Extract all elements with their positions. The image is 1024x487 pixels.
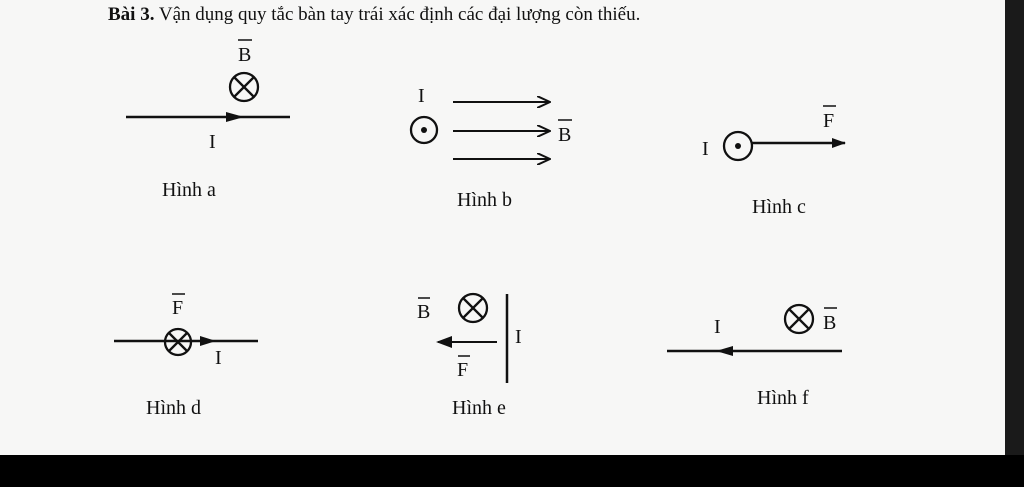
- caption-e: Hình e: [452, 397, 506, 419]
- exercise-instruction: Vận dụng quy tắc bàn tay trái xác định các đại lượng còn thiếu.: [158, 4, 641, 25]
- b-label-a: B: [238, 44, 252, 66]
- current-out-of-page-symbol-c: [724, 132, 752, 160]
- f-label-e: F: [457, 359, 469, 381]
- caption-c: Hình c: [752, 196, 806, 218]
- figure-a: [126, 40, 290, 201]
- figure-f: [667, 305, 842, 409]
- b-label-f: B: [823, 312, 837, 334]
- i-label-c: I: [702, 138, 709, 160]
- caption-a: Hình a: [162, 179, 216, 201]
- f-label-c: F: [823, 110, 835, 132]
- b-label-e: B: [417, 301, 431, 323]
- figure-e: [417, 294, 522, 419]
- i-label-d: I: [215, 347, 222, 369]
- bottom-bar: [0, 455, 1024, 487]
- b-into-page-symbol-f: [785, 305, 813, 333]
- figure-c: [702, 106, 845, 218]
- i-label-a: I: [209, 131, 216, 153]
- f-label-d: F: [172, 297, 184, 319]
- exercise-number: Bài 3.: [108, 4, 155, 25]
- current-out-of-page-symbol-b: [411, 117, 437, 143]
- figure-b: [411, 85, 572, 211]
- i-label-b: I: [418, 85, 425, 107]
- figure-d: [114, 294, 258, 419]
- caption-b: Hình b: [457, 189, 512, 211]
- right-edge: [1005, 0, 1024, 455]
- b-label-b: B: [558, 124, 572, 146]
- i-label-e: I: [515, 326, 522, 348]
- current-arrow-a: [226, 112, 244, 122]
- force-arrowhead-e: [436, 336, 452, 348]
- b-into-page-symbol-e: [459, 294, 487, 322]
- current-arrow-f: [716, 346, 733, 356]
- caption-d: Hình d: [146, 397, 201, 419]
- current-arrow-d: [200, 336, 216, 346]
- i-label-f: I: [714, 316, 721, 338]
- b-into-page-symbol-a: [230, 73, 258, 101]
- caption-f: Hình f: [757, 387, 809, 409]
